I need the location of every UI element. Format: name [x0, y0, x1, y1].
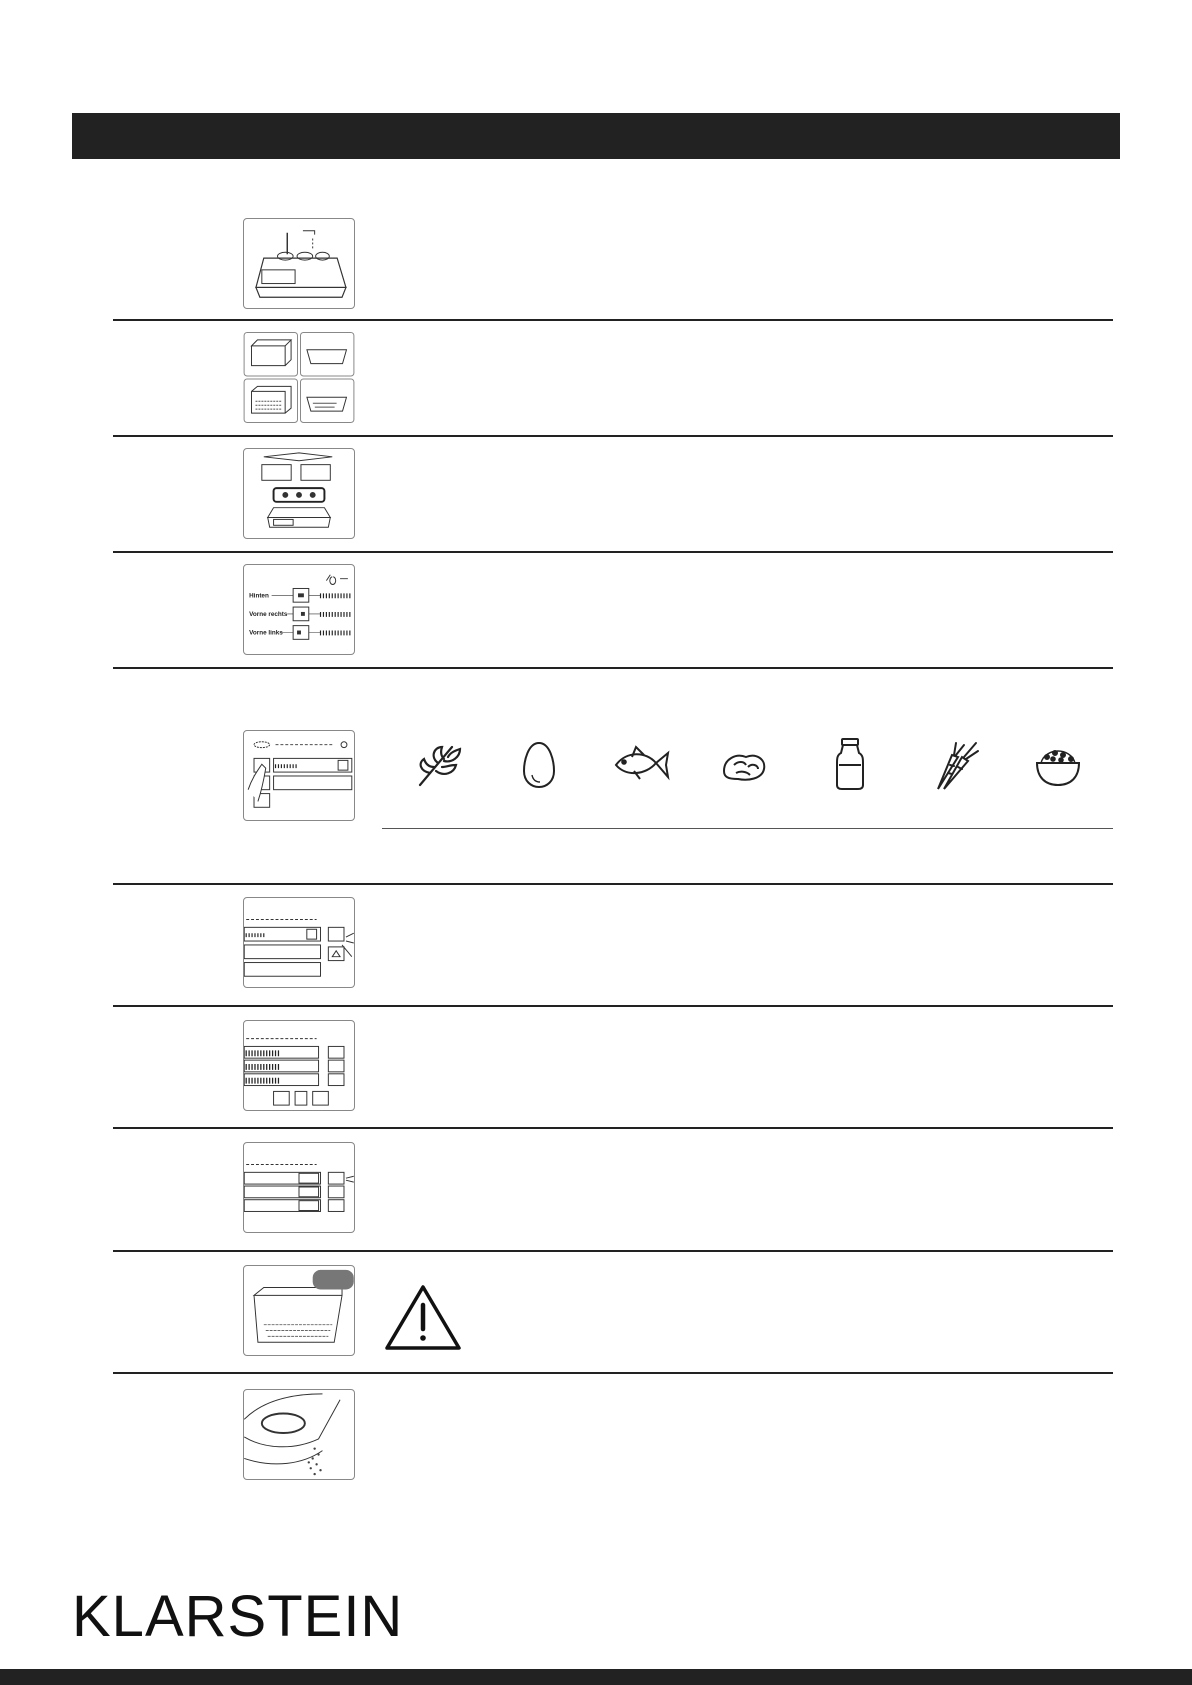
warning-icon — [384, 1283, 462, 1351]
step-image-display-zones — [243, 564, 355, 655]
step-image-food-select — [243, 730, 355, 821]
section-header-bar — [72, 113, 1120, 159]
row-divider — [113, 1005, 1113, 1007]
rice-bowl-icon — [1029, 735, 1087, 793]
footer-bar — [0, 1669, 1192, 1685]
row-divider — [113, 667, 1113, 669]
step-image-assembly — [243, 448, 355, 539]
step-image-display-up-button — [243, 897, 355, 988]
label-hinten: Hinten — [249, 592, 269, 600]
label-vorne-rechts: Vorne rechts — [249, 610, 288, 618]
row-divider — [113, 1250, 1113, 1252]
row-divider — [113, 551, 1113, 553]
poultry-icon — [716, 735, 774, 793]
step-image-fill-water — [243, 218, 355, 309]
row-divider — [113, 435, 1113, 437]
food-icons-divider — [382, 828, 1113, 829]
egg-icon — [510, 735, 568, 793]
step-image-drain-water — [243, 1389, 355, 1480]
step-image-display-set-time — [243, 1020, 355, 1111]
step-image-display-start — [243, 1142, 355, 1233]
carrot-icon — [926, 735, 984, 793]
row-divider — [113, 1127, 1113, 1129]
brand-logo: KLARSTEIN — [72, 1584, 404, 1649]
vegetables-leaf-icon — [410, 735, 468, 793]
step-image-remove-container — [243, 1265, 355, 1356]
row-divider — [113, 1372, 1113, 1374]
label-vorne-links: Vorne links — [249, 629, 283, 637]
fish-icon — [612, 735, 670, 793]
step-image-containers — [243, 332, 355, 423]
row-divider — [113, 319, 1113, 321]
milk-bottle-icon — [821, 735, 879, 793]
row-divider — [113, 883, 1113, 885]
